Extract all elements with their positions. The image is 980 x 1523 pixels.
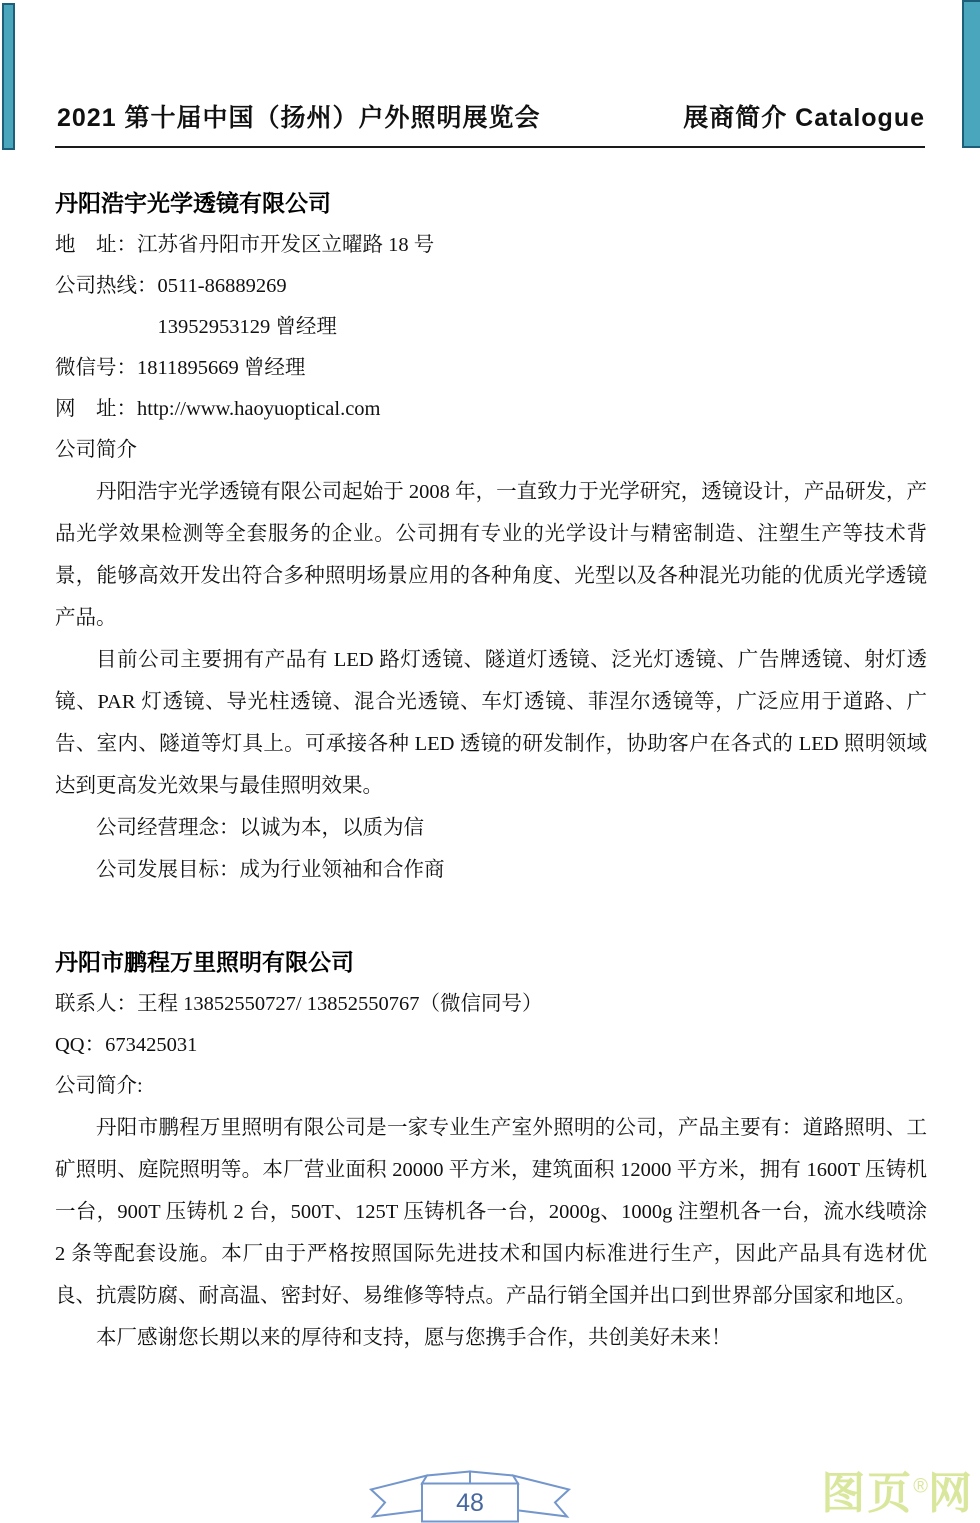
company-motto-line: 公司发展目标：成为行业领袖和合作商 bbox=[96, 859, 445, 881]
info-line-address: 地 址：江苏省丹阳市开发区立曜路 18 号 bbox=[55, 234, 435, 256]
company-section-pengcheng bbox=[55, 947, 927, 1359]
page-number-ribbon bbox=[367, 1469, 573, 1523]
info-line-qq: QQ：673425031 bbox=[55, 1034, 198, 1056]
info-line-wechat: 微信号：1811895669 曾经理 bbox=[55, 357, 306, 379]
company-profile-label: 公司简介 bbox=[55, 439, 137, 461]
info-line-contact: 联系人：王程 13852550727/ 13852550767（微信同号） bbox=[55, 993, 543, 1015]
company-info-block bbox=[55, 225, 927, 471]
company-paragraph: 目前公司主要拥有产品有 LED 路灯透镜、隧道灯透镜、泛光灯透镜、广告牌透镜、射灯透镜、PAR 灯透镜、导光柱透镜、混合光透镜、车灯透镜、菲涅尔透镜等，广泛应用于道路、广告、室内、隧道等灯具上。可承接各种 LED 透镜的研发制作，协助客户在各式的 LED 照明领域达到更高发光效果与最佳照明效果。 bbox=[55, 649, 927, 797]
company-section-haoyu bbox=[55, 188, 927, 891]
watermark-logo bbox=[821, 1465, 974, 1523]
info-line-mobile: 13952953129 曾经理 bbox=[55, 316, 337, 338]
right-accent-bar bbox=[962, 0, 980, 148]
page-header bbox=[57, 98, 925, 134]
left-accent-bar bbox=[2, 3, 15, 150]
company-name: 丹阳市鹏程万里照明有限公司 bbox=[55, 949, 354, 975]
info-line-hotline: 公司热线：0511-86889269 bbox=[55, 275, 287, 297]
company-paragraph: 丹阳浩宇光学透镜有限公司起始于 2008 年，一直致力于光学研究，透镜设计，产品研发，产品光学效果检测等全套服务的企业。公司拥有专业的光学设计与精密制造、注塑生产等技术背景，能够高效开发出符合多种照明场景应用的各种角度、光型以及各种混光功能的优质光学透镜产品。 bbox=[55, 481, 927, 629]
company-closing-line: 本厂感谢您长期以来的厚待和支持，愿与您携手合作，共创美好未来！ bbox=[96, 1327, 732, 1349]
page-number: 48 bbox=[456, 1488, 484, 1517]
watermark-text-left: 图页 bbox=[821, 1469, 914, 1518]
company-paragraph: 丹阳市鹏程万里照明有限公司是一家专业生产室外照明的公司，产品主要有：道路照明、工矿照明、庭院照明等。本厂营业面积 20000 平方米，建筑面积 12000 平方米，拥有 1600T 压铸机一台，900T 压铸机 2 台，500T、125T 压铸机各一台，2000g、1000g 注塑机各一台，流水线喷涂 2 条等配套设施。本厂由于严格按照国际先进技术和国内标准进行生产，因此产品具有选材优良、抗震防腐、耐高温、密封好、易维修等特点。产品行销全国并出口到世界部分国家和地区。 bbox=[55, 1117, 927, 1307]
company-info-block bbox=[55, 984, 927, 1107]
company-name: 丹阳浩宇光学透镜有限公司 bbox=[55, 190, 331, 216]
company-motto-line: 公司经营理念：以诚为本，以质为信 bbox=[96, 817, 424, 839]
header-title-catalogue: 展商简介 Catalogue bbox=[683, 104, 925, 132]
company-profile-label: 公司简介: bbox=[55, 1075, 143, 1097]
info-line-website: 网 址：http://www.haoyuoptical.com bbox=[55, 398, 381, 420]
registered-mark-icon: ® bbox=[913, 1475, 928, 1498]
watermark-text-right: 网 bbox=[928, 1469, 974, 1518]
page-content bbox=[55, 148, 927, 1359]
header-title-exhibition: 2021 第十届中国（扬州）户外照明展览会 bbox=[57, 104, 541, 132]
